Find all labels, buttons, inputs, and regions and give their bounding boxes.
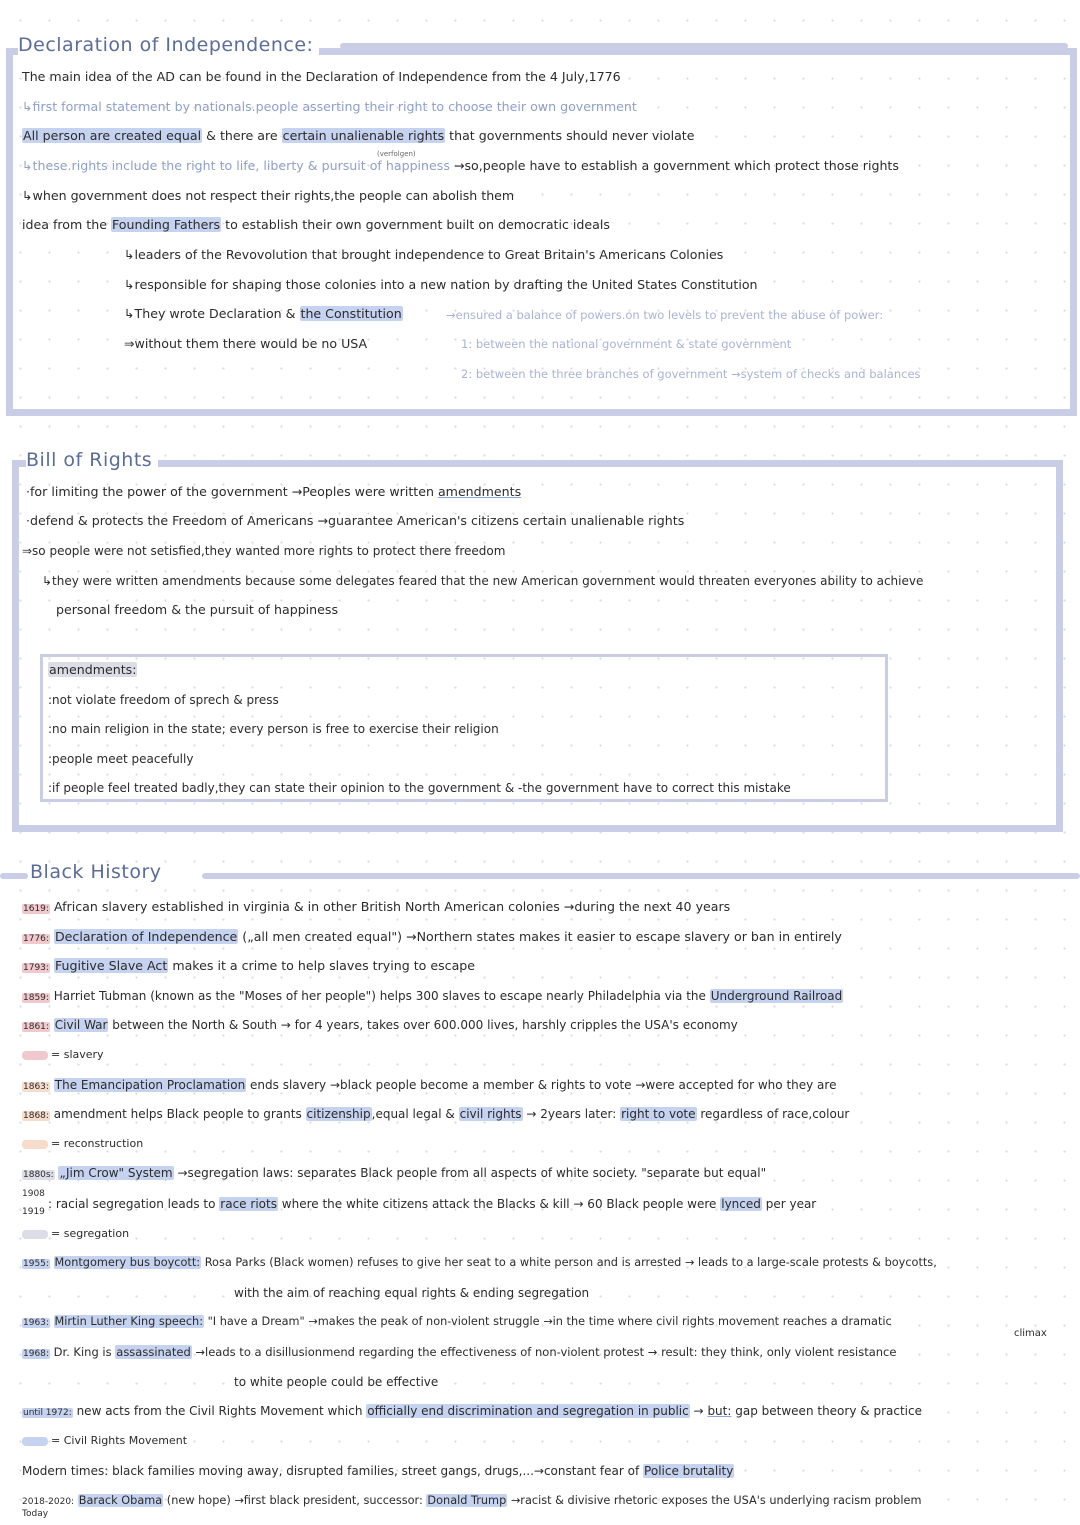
bh-text: →racist	[510, 1494, 552, 1507]
amendment-text: :no main religion in the state; every person is free to exercise their religion	[48, 722, 499, 736]
bh-text: Harriet Tubman (known as the "Moses of her people") helps 300 slaves to escape nearly Philadelphia via the	[53, 989, 706, 1003]
doi-line-8	[124, 276, 758, 294]
and-symbol: &	[555, 1494, 564, 1507]
bh-1859	[22, 987, 843, 1007]
legend-text: = segregation	[51, 1227, 130, 1240]
bh-highlight: Declaration of Independence	[54, 929, 238, 944]
doi-text: there are	[219, 128, 278, 143]
amendment-1	[48, 691, 279, 709]
bh-text: with the aim of reaching equal rights	[234, 1286, 456, 1300]
amendment-text: press	[246, 693, 279, 707]
legend-slavery	[22, 1046, 104, 1064]
bor-title: Bill of Rights	[26, 449, 158, 471]
bh-modern	[22, 1462, 734, 1480]
bh-text: to white people could be effective	[234, 1375, 439, 1389]
bh-text: kill → 60 Black people were	[552, 1197, 717, 1211]
doi-highlight: certain unalienable rights	[282, 128, 445, 143]
bh-highlight: right to vote	[621, 1107, 696, 1121]
bh-1880	[22, 1164, 766, 1184]
doi-highlight: the Constitution	[300, 306, 402, 321]
bh-text: → 2years later:	[526, 1107, 617, 1121]
bh-year: 1963:	[23, 1318, 49, 1328]
legend-segregation	[22, 1225, 129, 1243]
doi-line-12	[461, 365, 921, 383]
bh-text: practice	[873, 1404, 922, 1418]
bh-highlight: Police brutality	[644, 1464, 734, 1478]
bh-year: 1859:	[23, 993, 49, 1003]
doi-text: that governments should never violate	[449, 128, 695, 143]
legend-swatch-red	[22, 1051, 48, 1060]
bor-text: ·for limiting the power of the government →Peoples were written	[26, 484, 434, 499]
bh-text: ends slavery →black people become a member	[250, 1078, 534, 1092]
amendment-3	[48, 750, 193, 768]
bh-text: makes it a crime to help slaves trying to escape	[172, 958, 476, 973]
doi-title: Declaration of Independence:	[18, 34, 319, 56]
bh-1955b	[234, 1284, 589, 1302]
bh-text: →leads to a disillusionmend regarding the effectiveness of non-violent protest → result: they think, only violent resistance	[195, 1345, 897, 1359]
bh-year-1908: 1908	[22, 1189, 45, 1199]
bor-text: ⇒so people were not setisfied,they wanted more rights to protect there freedom	[22, 544, 506, 558]
bh-2008	[22, 1492, 921, 1511]
doi-line-2	[22, 98, 637, 116]
bh-year: 1619:	[23, 904, 49, 914]
doi-line-7	[124, 246, 723, 264]
bh-1963	[22, 1313, 892, 1332]
bh-year: 2018-2020:	[22, 1497, 75, 1507]
bh-highlight: lynced	[721, 1197, 761, 1211]
bh-text: rights to vote →were accepted for who they are	[550, 1078, 837, 1092]
bh-text: between the North	[112, 1018, 226, 1032]
doi-text: →so,people have to establish a government which protect those rights	[453, 158, 899, 173]
bh-text: („all men created equal") →Northern states makes it easier to escape slavery or ban in entirely	[242, 929, 842, 944]
bh-title: Black History	[30, 861, 162, 883]
bh-text: African slavery established in virginia	[53, 899, 290, 914]
bor-text: the pursuit of happiness	[185, 602, 339, 617]
bh-text: Dr. King is	[53, 1345, 112, 1359]
bh-text: black families moving away, disrupted families, street gangs, drugs,...→constant fear of	[112, 1464, 640, 1478]
and-symbol: &	[860, 1404, 870, 1418]
doi-text: ⇒without them there would be no USA	[124, 336, 368, 351]
and-symbol: &	[228, 1018, 239, 1032]
doi-text: ↳They wrote Declaration	[124, 306, 282, 321]
bh-highlight: citizenship	[306, 1107, 371, 1121]
bor-line-5	[56, 601, 338, 619]
legend-swatch-blue	[22, 1437, 48, 1446]
doi-line-4	[22, 157, 899, 175]
legend-civil-rights	[22, 1432, 187, 1450]
bh-highlight: assassinated	[116, 1345, 191, 1359]
doi-text: to establish their own government built on democratic ideals	[225, 217, 610, 232]
bor-line-1	[26, 483, 521, 501]
and-symbol: &	[537, 1078, 548, 1092]
doi-text: ↳when government does not respect their rights,the people can abolish them	[22, 188, 515, 203]
bh-1968	[22, 1343, 896, 1363]
and-symbol: &	[285, 306, 296, 321]
bh-highlight: race riots	[220, 1197, 277, 1211]
doi-line-9	[124, 305, 403, 323]
and-symbol: &	[872, 1256, 881, 1269]
bh-highlight: Mirtin Luther King speech:	[54, 1315, 204, 1328]
bh-text: ending segregation	[472, 1286, 590, 1300]
doi-text: pursuit of happiness	[321, 158, 450, 173]
legend-text: = slavery	[51, 1048, 104, 1061]
bh-year: 1863:	[23, 1082, 49, 1092]
bh-year: 1955:	[23, 1259, 49, 1269]
amendment-text: :not violate freedom of sprech	[48, 693, 230, 707]
bh-year: until 1972:	[23, 1408, 72, 1418]
amendment-text: :if people feel treated badly,they can state their opinion to the government	[48, 781, 501, 795]
amendments-title-text: amendments:	[49, 662, 137, 677]
doi-line-11	[461, 335, 791, 353]
bh-1868	[22, 1105, 849, 1125]
bh-text: in other British North American colonies →during the next 40 years	[307, 899, 731, 914]
bh-highlight: Barack Obama	[78, 1494, 163, 1507]
bh-text: South → for 4 years, takes over 600.000 lives, harshly cripples the USA's economy	[242, 1018, 738, 1032]
bh-highlight: officially end discrimination and segregation in public	[367, 1404, 689, 1418]
bh-highlight: Civil War	[54, 1018, 108, 1032]
bh-text: amendment helps Black people to grants	[53, 1107, 302, 1121]
bor-text: ↳they were written amendments because some delegates feared that the new American government would threaten everyones ability to achieve	[42, 574, 924, 588]
bh-today: Today	[22, 1509, 49, 1519]
doi-line-5	[22, 187, 514, 205]
bh-highlight: The Emancipation Proclamation	[54, 1078, 246, 1092]
legend-swatch-peach	[22, 1140, 48, 1149]
and-symbol: &	[307, 158, 318, 173]
bor-line-4	[42, 572, 923, 590]
legend-swatch-grey	[22, 1230, 48, 1239]
bh-text: (new hope) →first black president, successor:	[166, 1494, 423, 1507]
bh-highlight: Fugitive Slave Act	[54, 958, 168, 973]
doi-line-1	[22, 68, 621, 86]
bor-line-3	[22, 542, 505, 560]
and-symbol: &	[504, 781, 515, 795]
bh-1863	[22, 1076, 836, 1096]
amendment-text: :people meet peacefully	[48, 752, 194, 766]
bor-line-2	[26, 512, 684, 530]
and-symbol: &	[206, 128, 216, 143]
amendment-2	[48, 720, 499, 738]
doi-highlight: All person are created equal	[23, 128, 202, 143]
bh-highlight: Donald Trump	[427, 1494, 507, 1507]
doi-text: ↳these.rights include the right to life, liberty	[22, 158, 304, 173]
bh-year: 1793:	[23, 963, 49, 973]
doi-title-rule	[340, 43, 1068, 49]
doi-text: ↳leaders of the Revovolution that brought independence to Great Britain's Americans Colonies	[124, 247, 724, 262]
bh-text: ,equal legal	[371, 1107, 442, 1121]
and-symbol: &	[171, 602, 182, 617]
doi-text: →ensured a balance of powers.on two levels to prevent the abuse of power:	[446, 308, 884, 322]
doi-line-6	[22, 216, 610, 234]
doi-text: 2: between the three branches of government →system of checks and balances	[461, 367, 921, 381]
bh-1776	[22, 928, 842, 948]
doi-text: ↳responsible for shaping those colonies into a new nation by drafting the United States Constitution	[124, 277, 758, 292]
bh-highlight: civil rights	[459, 1107, 522, 1121]
bor-text: personal freedom	[56, 602, 168, 617]
bh-title-rule-right	[202, 873, 1080, 879]
amendment-text: -the government have to correct this mistake	[518, 781, 791, 795]
bh-1972	[22, 1402, 922, 1422]
bh-year: 1880s:	[23, 1170, 54, 1180]
legend-text: = Civil Rights Movement	[51, 1434, 188, 1447]
bh-text: : racial segregation leads to	[48, 1197, 216, 1211]
and-symbol: &	[445, 1107, 455, 1121]
bh-1968b	[234, 1373, 438, 1391]
bh-text: new acts from the Civil Rights Movement which	[76, 1404, 363, 1418]
bh-highlight: „Jim Crow" System	[59, 1166, 173, 1180]
doi-line-3	[22, 127, 695, 145]
bh-text: →segregation laws: separates Black people from all aspects of white society. "separate but equal"	[177, 1166, 767, 1180]
bh-highlight: Underground Railroad	[710, 989, 843, 1003]
bh-text: gap between theory	[735, 1404, 857, 1418]
bh-title-rule-left	[0, 873, 28, 879]
bh-underline: but:	[707, 1404, 732, 1418]
bh-year: 1968:	[23, 1349, 49, 1359]
bh-text: "I have a Dream" →makes the peak of non-violent struggle →in the time where civil rights movement reaches a dramatic	[207, 1315, 892, 1328]
bh-1793	[22, 957, 475, 977]
doi-line-9b	[446, 306, 883, 324]
bh-text: where the white citizens attack the Blacks	[281, 1197, 536, 1211]
amendment-4	[48, 779, 791, 797]
bh-highlight: Montgomery bus boycott:	[54, 1256, 201, 1269]
bh-text: Modern times:	[22, 1464, 109, 1478]
and-symbol: &	[539, 1197, 549, 1211]
doi-text: 1: between the national government	[461, 337, 673, 351]
bh-year: 1776:	[23, 934, 49, 944]
doi-line-10	[124, 335, 367, 353]
bh-text: boycotts,	[884, 1256, 937, 1269]
doi-text: idea from the	[22, 217, 107, 232]
bor-underline: amendments	[437, 484, 522, 499]
bh-text: Rosa Parks (Black women) refuses to give her seat to a white person and is arrested → leads to a large-scale protests	[204, 1256, 869, 1269]
amendments-title	[48, 661, 137, 679]
and-symbol: &	[675, 337, 685, 351]
bh-year-1919: 1919	[22, 1207, 45, 1217]
bh-text: →	[693, 1404, 704, 1418]
legend-reconstruction	[22, 1135, 143, 1153]
bor-text: protects the Freedom of Americans →guarantee American's citizens certain unalienable rights	[91, 513, 685, 528]
and-symbol: &	[459, 1286, 470, 1300]
bh-year: 1861:	[23, 1022, 49, 1032]
legend-text: = reconstruction	[51, 1137, 144, 1150]
bh-1908	[48, 1195, 816, 1213]
bh-1963-climax: climax	[1014, 1328, 1047, 1339]
bor-text: ·defend	[26, 513, 74, 528]
and-symbol: &	[293, 899, 304, 914]
bh-text: per year	[765, 1197, 817, 1211]
doi-highlight: Founding Fathers	[111, 217, 221, 232]
doi-annotation: (verfolgen)	[377, 150, 416, 158]
bh-1955	[22, 1254, 937, 1273]
doi-text: The main idea of the AD can be found in the Declaration of Independence from the 4 July,1776	[22, 69, 621, 84]
and-symbol: &	[233, 693, 243, 707]
and-symbol: &	[77, 513, 88, 528]
bh-text: divisive rhetoric exposes the USA's underlying racism problem	[567, 1494, 922, 1507]
doi-text: ↳first formal statement by nationals.people asserting their right to choose their own government	[22, 99, 637, 114]
bh-1619	[22, 898, 730, 918]
doi-text: state government	[688, 337, 792, 351]
bh-year: 1868:	[23, 1111, 49, 1121]
bh-1861	[22, 1016, 738, 1036]
bh-text: regardless of race,colour	[700, 1107, 850, 1121]
